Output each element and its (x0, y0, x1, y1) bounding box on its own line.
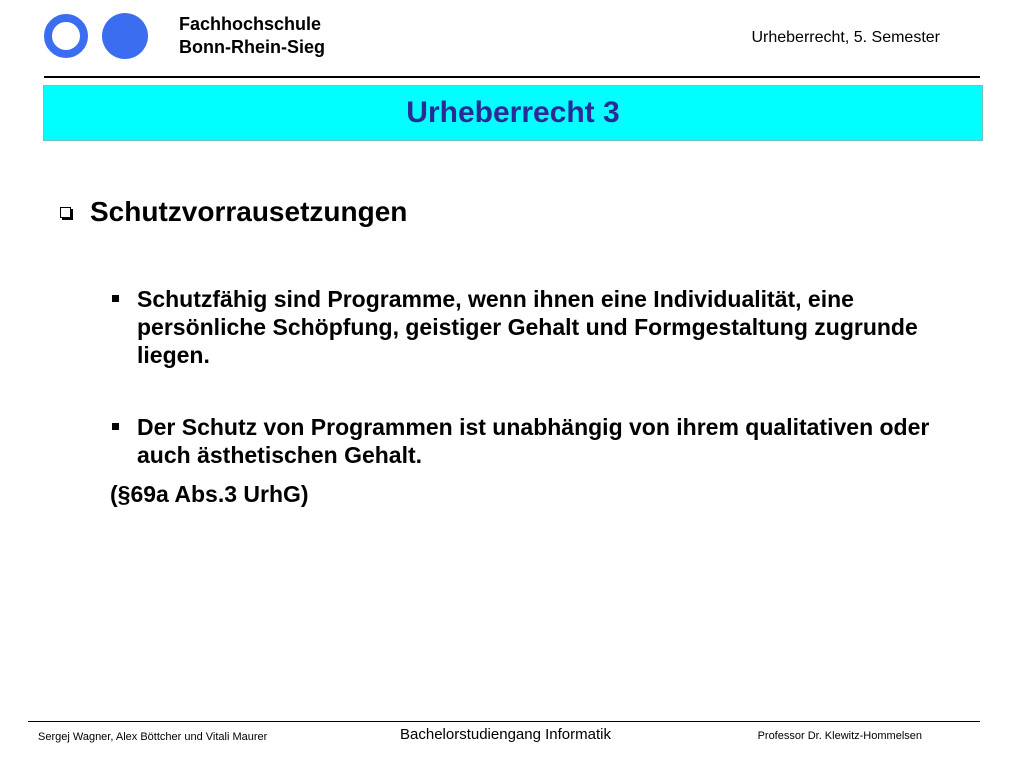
heading-item (60, 196, 407, 228)
header-divider (44, 76, 980, 78)
bullet-item-1 (110, 285, 970, 369)
course-label: Urheberrecht, 5. Semester (751, 29, 940, 46)
footer-divider (28, 721, 980, 722)
bullet-item-2 (110, 413, 970, 469)
institution-line-2: Bonn-Rhein-Sieg (179, 37, 325, 57)
logo-ring-icon (44, 14, 88, 58)
institution-name (179, 13, 325, 59)
filled-square-bullet-icon (112, 295, 119, 302)
title-bar (43, 85, 983, 141)
hollow-square-bullet-icon (60, 207, 71, 218)
filled-square-bullet-icon (112, 423, 119, 430)
institution-line-1: Fachhochschule (179, 14, 322, 34)
bullet-text-2: Der Schutz von Programmen ist unabhängig von ihrem qualitativen oder auch ästhetischen Gehalt. (137, 414, 930, 468)
slide-title: Urheberrecht 3 (406, 96, 620, 129)
footer-professor: Professor Dr. Klewitz-Hommelsen (757, 730, 922, 742)
footer-authors: Sergej Wagner, Alex Böttcher und Vitali Maurer (38, 731, 268, 743)
bullet-text-1: Schutzfähig sind Programme, wenn ihnen eine Individualität, eine persönliche Schöpfung, geistiger Gehalt und Formgestaltung zugrunde liegen. (137, 286, 918, 368)
footer-program: Bachelorstudiengang Informatik (400, 726, 611, 743)
logo-disc-icon (102, 13, 148, 59)
legal-citation: (§69a Abs.3 UrhG) (110, 481, 309, 507)
heading-text: Schutzvorrausetzungen (90, 196, 408, 227)
